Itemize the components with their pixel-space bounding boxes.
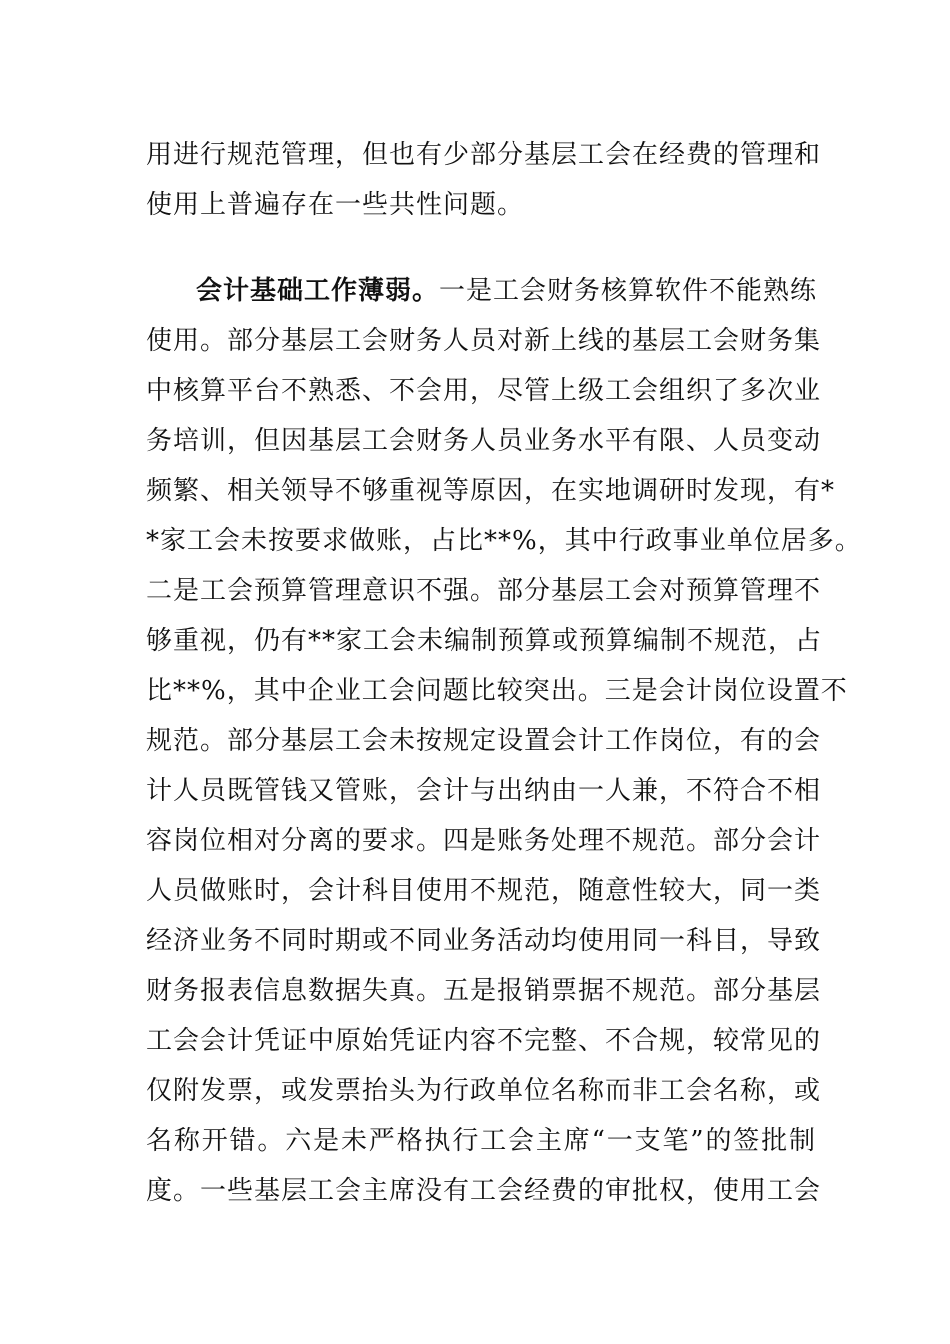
text-line: 中核算平台不熟悉、不会用，尽管上级工会组织了多次业 [146, 376, 822, 406]
text-line: 经济业务不同时期或不同业务活动均使用同一科目，导致 [146, 926, 822, 956]
text-line: 务培训，但因基层工会财务人员业务水平有限、人员变动 [146, 426, 822, 456]
text-line [146, 266, 816, 316]
text-line: 人员做账时，会计科目使用不规范，随意性较大，同一类 [146, 876, 822, 906]
text-line: 频繁、相关领导不够重视等原因，在实地调研时发现，有* [146, 476, 836, 506]
text-line: *家工会未按要求做账，占比**%，其中行政事业单位居多。 [146, 526, 862, 556]
section-heading-inline: 会计基础工作薄弱。 [196, 276, 440, 306]
text-line: 二是工会预算管理意识不强。部分基层工会对预算管理不 [146, 576, 822, 606]
paragraph-spacing [146, 230, 816, 266]
text-line: 使用上普遍存在一些共性问题。 [146, 190, 525, 220]
paragraph [146, 266, 862, 1216]
text-line: 计人员既管钱又管账，会计与出纳由一人兼，不符合不相 [146, 776, 822, 806]
text-line: 度。一些基层工会主席没有工会经费的审批权，使用工会 [146, 1176, 822, 1206]
text-line: 财务报表信息数据失真。五是报销票据不规范。部分基层 [146, 976, 822, 1006]
text-run: 一是工会财务核算软件不能熟练 [439, 276, 818, 306]
paragraph [146, 130, 822, 230]
text-line: 够重视，仍有**家工会未编制预算或预算编制不规范，占 [146, 626, 823, 656]
document-body [146, 130, 862, 1216]
text-line: 名称开错。六是未严格执行工会主席“一支笔”的签批制 [146, 1126, 816, 1156]
text-line: 用进行规范管理，但也有少部分基层工会在经费的管理和 [146, 140, 822, 170]
text-line: 规范。部分基层工会未按规定设置会计工作岗位，有的会 [146, 726, 822, 756]
text-line: 仅附发票，或发票抬头为行政单位名称而非工会名称，或 [146, 1076, 822, 1106]
text-line: 容岗位相对分离的要求。四是账务处理不规范。部分会计 [146, 826, 822, 856]
text-line: 工会会计凭证中原始凭证内容不完整、不合规，较常见的 [146, 1026, 822, 1056]
text-line: 比**%，其中企业工会问题比较突出。三是会计岗位设置不 [146, 676, 848, 706]
text-line: 使用。部分基层工会财务人员对新上线的基层工会财务集 [146, 326, 822, 356]
